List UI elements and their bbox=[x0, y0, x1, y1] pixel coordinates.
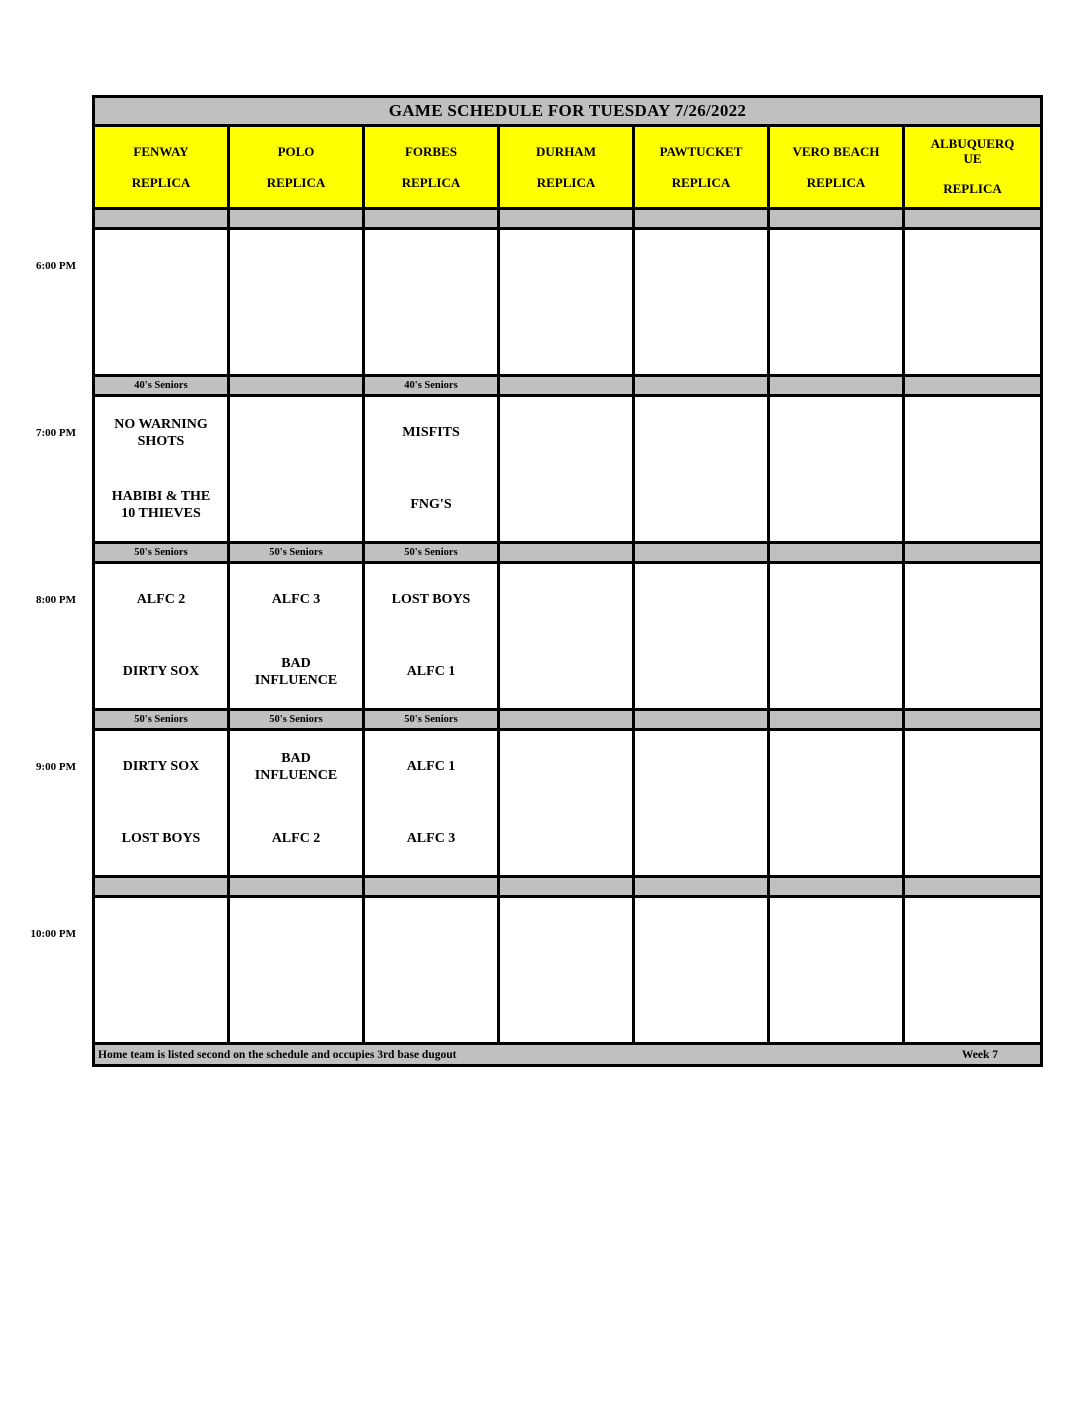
game-cell-empty bbox=[95, 230, 230, 374]
division-cell-empty bbox=[230, 210, 365, 227]
away-team bbox=[500, 731, 632, 803]
game-cell-empty bbox=[905, 230, 1040, 374]
division-cell-empty bbox=[770, 377, 905, 394]
venue-suffix: REPLICA bbox=[806, 174, 866, 190]
time-label: 7:00 PM bbox=[35, 427, 76, 439]
division-label: 50's Seniors bbox=[230, 711, 365, 728]
home-team bbox=[230, 970, 362, 1042]
away-team bbox=[365, 230, 497, 302]
home-team bbox=[635, 970, 767, 1042]
division-band-row bbox=[95, 207, 1040, 227]
home-team bbox=[500, 970, 632, 1042]
away-team bbox=[500, 898, 632, 970]
venue-name: POLO bbox=[277, 143, 315, 159]
venue-suffix: REPLICA bbox=[131, 174, 191, 190]
game-cell bbox=[365, 397, 500, 541]
venue-name: FORBES bbox=[404, 143, 457, 159]
away-team bbox=[770, 230, 902, 302]
game-cell-empty bbox=[365, 230, 500, 374]
home-team bbox=[365, 302, 497, 374]
away-team bbox=[365, 898, 497, 970]
game-cell-empty bbox=[500, 898, 635, 1042]
division-cell-empty bbox=[500, 210, 635, 227]
away-team: ALFC 3 bbox=[271, 592, 321, 608]
division-cell-empty bbox=[905, 711, 1040, 728]
home-team bbox=[365, 970, 497, 1042]
home-team bbox=[905, 636, 1040, 708]
venue-header-vero-beach bbox=[770, 127, 905, 207]
away-team bbox=[635, 731, 767, 803]
game-cell-empty bbox=[635, 898, 770, 1042]
division-cell-empty bbox=[635, 711, 770, 728]
schedule-title: GAME SCHEDULE FOR TUESDAY 7/26/2022 bbox=[95, 98, 1040, 124]
division-band-row bbox=[95, 708, 1040, 728]
division-cell-empty bbox=[95, 210, 230, 227]
away-team: NO WARNING SHOTS bbox=[114, 416, 208, 449]
away-team bbox=[905, 564, 1040, 636]
home-team bbox=[770, 302, 902, 374]
away-team: LOST BOYS bbox=[391, 592, 471, 608]
venue-header-forbes bbox=[365, 127, 500, 207]
game-cell-empty bbox=[365, 898, 500, 1042]
game-cell-empty bbox=[635, 397, 770, 541]
away-team bbox=[635, 898, 767, 970]
footer-note: Home team is listed second on the schedule and occupies 3rd base dugout bbox=[98, 1048, 457, 1061]
time-label: 10:00 PM bbox=[30, 928, 76, 940]
division-cell-empty bbox=[500, 878, 635, 895]
home-team: DIRTY SOX bbox=[122, 664, 200, 680]
venue-suffix: REPLICA bbox=[266, 174, 326, 190]
away-team bbox=[905, 397, 1040, 469]
division-cell-empty bbox=[365, 878, 500, 895]
division-cell-empty bbox=[635, 210, 770, 227]
division-cell-empty bbox=[770, 210, 905, 227]
division-band-row bbox=[95, 374, 1040, 394]
home-team bbox=[770, 636, 902, 708]
game-cell bbox=[365, 731, 500, 875]
away-team: BAD INFLUENCE bbox=[254, 750, 338, 783]
home-team bbox=[500, 636, 632, 708]
home-team bbox=[95, 970, 227, 1042]
division-cell-empty bbox=[365, 210, 500, 227]
header-row bbox=[95, 124, 1040, 207]
away-team bbox=[230, 397, 362, 469]
division-cell-empty bbox=[905, 210, 1040, 227]
division-cell-empty bbox=[770, 878, 905, 895]
away-team bbox=[95, 230, 227, 302]
game-cell-empty bbox=[230, 397, 365, 541]
away-team bbox=[770, 564, 902, 636]
home-team bbox=[230, 469, 362, 541]
game-cell-empty bbox=[905, 898, 1040, 1042]
game-cell-empty bbox=[770, 397, 905, 541]
home-team bbox=[635, 469, 767, 541]
game-cell-empty bbox=[770, 898, 905, 1042]
division-cell-empty bbox=[500, 711, 635, 728]
game-cell-empty bbox=[770, 230, 905, 374]
home-team bbox=[635, 803, 767, 875]
division-cell-empty bbox=[230, 377, 365, 394]
venue-header-polo bbox=[230, 127, 365, 207]
division-cell-empty bbox=[230, 878, 365, 895]
away-team bbox=[230, 898, 362, 970]
away-team: MISFITS bbox=[402, 425, 460, 441]
away-team bbox=[635, 230, 767, 302]
venue-name: PAWTUCKET bbox=[659, 143, 743, 159]
time-slot-row bbox=[35, 561, 1040, 708]
division-band-row bbox=[95, 541, 1040, 561]
away-team bbox=[500, 230, 632, 302]
home-team: ALFC 3 bbox=[406, 831, 456, 847]
game-cell-empty bbox=[770, 564, 905, 708]
venue-header-albuquerque bbox=[905, 127, 1040, 207]
game-cell-empty bbox=[635, 564, 770, 708]
division-label: 50's Seniors bbox=[365, 711, 500, 728]
venue-name: DURHAM bbox=[536, 143, 596, 159]
game-cell-empty bbox=[500, 230, 635, 374]
division-band-row bbox=[95, 875, 1040, 895]
footer-row bbox=[95, 1042, 1040, 1064]
away-team bbox=[500, 564, 632, 636]
division-cell-empty bbox=[635, 544, 770, 561]
game-cell-empty bbox=[230, 898, 365, 1042]
time-slot-row bbox=[35, 394, 1040, 541]
away-team bbox=[770, 397, 902, 469]
home-team bbox=[500, 803, 632, 875]
time-slot-row bbox=[35, 227, 1040, 374]
home-team: ALFC 1 bbox=[406, 664, 456, 680]
home-team bbox=[635, 302, 767, 374]
division-cell-empty bbox=[770, 544, 905, 561]
game-cell-empty bbox=[95, 898, 230, 1042]
division-cell-empty bbox=[635, 878, 770, 895]
away-team bbox=[905, 898, 1040, 970]
division-label: 40's Seniors bbox=[95, 377, 230, 394]
division-cell-empty bbox=[500, 544, 635, 561]
venue-header-pawtucket bbox=[635, 127, 770, 207]
home-team: LOST BOYS bbox=[121, 831, 201, 847]
division-cell-empty bbox=[500, 377, 635, 394]
game-cell-empty bbox=[500, 731, 635, 875]
home-team bbox=[905, 970, 1040, 1042]
home-team bbox=[500, 302, 632, 374]
away-team: ALFC 2 bbox=[136, 592, 186, 608]
home-team bbox=[905, 469, 1040, 541]
time-label: 9:00 PM bbox=[35, 761, 76, 773]
division-cell-empty bbox=[905, 377, 1040, 394]
game-cell bbox=[365, 564, 500, 708]
division-label: 50's Seniors bbox=[365, 544, 500, 561]
division-cell-empty bbox=[770, 711, 905, 728]
game-cell-empty bbox=[635, 230, 770, 374]
division-cell-empty bbox=[95, 878, 230, 895]
home-team bbox=[770, 803, 902, 875]
away-team: ALFC 1 bbox=[406, 759, 456, 775]
game-cell-empty bbox=[635, 731, 770, 875]
home-team bbox=[500, 469, 632, 541]
game-cell-empty bbox=[230, 230, 365, 374]
home-team: BAD INFLUENCE bbox=[254, 655, 338, 688]
game-cell-empty bbox=[500, 397, 635, 541]
away-team bbox=[500, 397, 632, 469]
venue-name: FENWAY bbox=[133, 143, 189, 159]
game-cell-empty bbox=[770, 731, 905, 875]
division-cell-empty bbox=[905, 544, 1040, 561]
division-label: 50's Seniors bbox=[95, 711, 230, 728]
division-label: 50's Seniors bbox=[95, 544, 230, 561]
game-cell-empty bbox=[905, 397, 1040, 541]
venue-name: ALBUQUERQUE bbox=[930, 135, 1015, 166]
home-team: FNG'S bbox=[410, 497, 452, 513]
home-team bbox=[95, 302, 227, 374]
venue-header-fenway bbox=[95, 127, 230, 207]
home-team bbox=[770, 970, 902, 1042]
venue-suffix: REPLICA bbox=[943, 181, 1002, 197]
home-team bbox=[230, 302, 362, 374]
venue-header-durham bbox=[500, 127, 635, 207]
venue-name: VERO BEACH bbox=[792, 143, 880, 159]
game-cell bbox=[95, 564, 230, 708]
away-team bbox=[770, 731, 902, 803]
game-cell-empty bbox=[905, 731, 1040, 875]
division-cell-empty bbox=[905, 878, 1040, 895]
game-cell bbox=[230, 564, 365, 708]
away-team bbox=[770, 898, 902, 970]
away-team bbox=[635, 564, 767, 636]
week-label: Week 7 bbox=[961, 1048, 998, 1061]
away-team bbox=[230, 230, 362, 302]
away-team: DIRTY SOX bbox=[122, 759, 200, 775]
away-team bbox=[905, 731, 1040, 803]
division-label: 50's Seniors bbox=[230, 544, 365, 561]
division-cell-empty bbox=[635, 377, 770, 394]
time-slot-row bbox=[30, 895, 1040, 1042]
time-label: 6:00 PM bbox=[35, 260, 76, 272]
home-team: HABIBI & THE 10 THIEVES bbox=[111, 488, 211, 521]
division-label: 40's Seniors bbox=[365, 377, 500, 394]
home-team: ALFC 2 bbox=[271, 831, 321, 847]
time-slot-row bbox=[35, 728, 1040, 875]
venue-suffix: REPLICA bbox=[671, 174, 731, 190]
home-team bbox=[905, 803, 1040, 875]
time-label: 8:00 PM bbox=[35, 594, 76, 606]
game-cell-empty bbox=[500, 564, 635, 708]
home-team bbox=[905, 302, 1040, 374]
game-cell bbox=[95, 731, 230, 875]
home-team bbox=[770, 469, 902, 541]
away-team bbox=[635, 397, 767, 469]
game-cell bbox=[230, 731, 365, 875]
away-team bbox=[905, 230, 1040, 302]
away-team bbox=[95, 898, 227, 970]
home-team bbox=[635, 636, 767, 708]
schedule-body bbox=[30, 207, 1040, 1042]
venue-suffix: REPLICA bbox=[401, 174, 461, 190]
venue-suffix: REPLICA bbox=[536, 174, 596, 190]
game-cell bbox=[95, 397, 230, 541]
game-schedule-table bbox=[30, 95, 1043, 1067]
game-cell-empty bbox=[905, 564, 1040, 708]
